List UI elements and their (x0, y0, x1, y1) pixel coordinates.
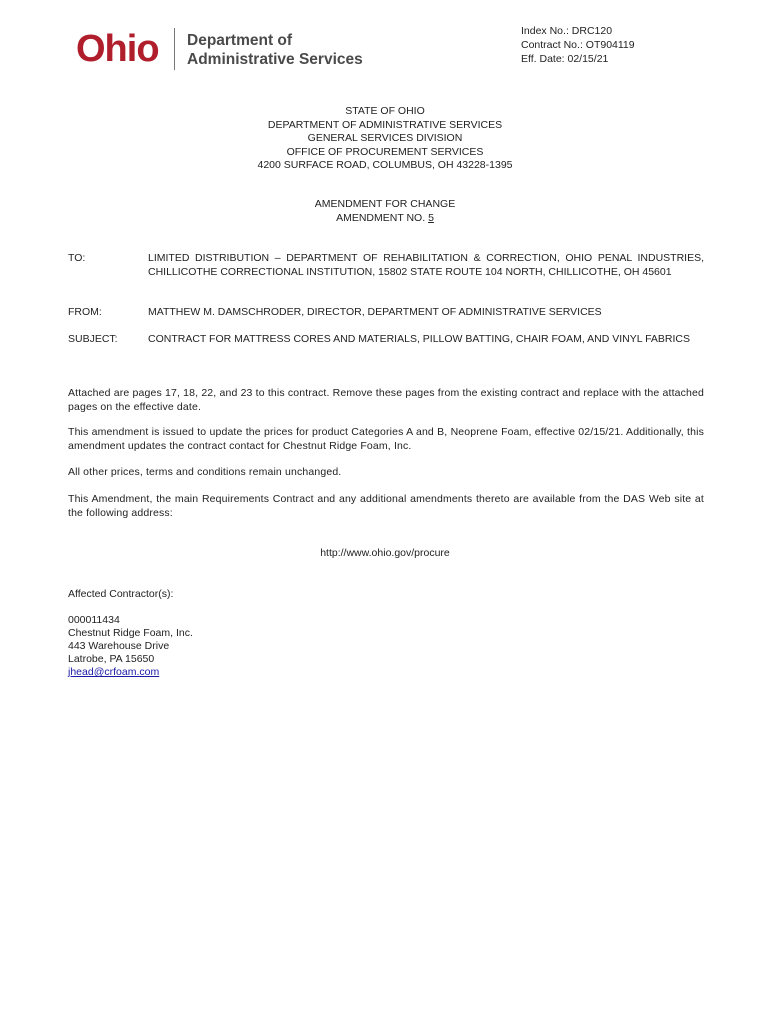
to-label: TO: (68, 252, 86, 264)
subject-label: SUBJECT: (68, 333, 118, 345)
contractor-info (68, 614, 193, 679)
logo-dept-line1: Department of (187, 32, 293, 49)
from-label: FROM: (68, 306, 102, 318)
from-value: MATTHEW M. DAMSCHRODER, DIRECTOR, DEPARTMENT OF ADMINISTRATIVE SERVICES (148, 306, 602, 318)
agency-header (0, 105, 770, 173)
logo-department-name (187, 31, 363, 69)
amendment-number: 5 (428, 211, 434, 224)
amendment-title-block (0, 198, 770, 225)
procurement-url[interactable]: http://www.ohio.gov/procure (320, 547, 450, 559)
ohio-das-logo (76, 26, 366, 72)
index-number: Index No.: DRC120 (521, 25, 613, 37)
logo-dept-line2: Administrative Services (187, 51, 363, 68)
header-line-1: STATE OF OHIO (345, 105, 425, 117)
header-line-2: DEPARTMENT OF ADMINISTRATIVE SERVICES (267, 118, 503, 131)
body-paragraph-1: Attached are pages 17, 18, 22, and 23 to this contract. Remove these pages from the existing contract and replace with the attached pages on the effective date. (68, 387, 704, 413)
body-paragraph-4: This Amendment, the main Requirements Contract and any additional amendments thereto are available from the DAS Web site at the following address: (68, 493, 704, 519)
header-line-4: OFFICE OF PROCUREMENT SERVICES (286, 145, 484, 158)
header-line-5: 4200 SURFACE ROAD, COLUMBUS, OH 43228-1395 (257, 159, 513, 171)
index-block (521, 24, 635, 66)
affected-contractors-label: Affected Contractor(s): (68, 588, 174, 600)
to-value: LIMITED DISTRIBUTION – DEPARTMENT OF REHABILITATION & CORRECTION, OHIO PENAL INDUSTRIES, CHILLICOTHE CORRECTIONAL INSTITUTION, 15802 STATE ROUTE 104 NORTH, CHILLICOTHE, OH 45601 (148, 252, 704, 278)
contractor-email-link[interactable]: jhead@crfoam.com (68, 666, 160, 678)
effective-date: Eff. Date: 02/15/21 (521, 53, 609, 65)
amendment-number-label: AMENDMENT NO. (336, 211, 426, 224)
subject-value: CONTRACT FOR MATTRESS CORES AND MATERIALS, PILLOW BATTING, CHAIR FOAM, AND VINYL FABRICS (148, 333, 690, 345)
logo-divider (174, 28, 175, 70)
amendment-number-line (0, 212, 770, 226)
ohio-wordmark: Ohio (76, 28, 159, 70)
body-paragraph-3: All other prices, terms and conditions remain unchanged. (68, 466, 342, 478)
amendment-title: AMENDMENT FOR CHANGE (314, 198, 456, 210)
header-line-3: GENERAL SERVICES DIVISION (307, 132, 463, 144)
contract-number: Contract No.: OT904119 (521, 39, 635, 51)
contractor-name: Chestnut Ridge Foam, Inc. (68, 627, 193, 639)
contractor-street: 443 Warehouse Drive (68, 640, 170, 652)
body-paragraph-2: This amendment is issued to update the prices for product Categories A and B, Neoprene Foam, effective 02/15/21. Additionally, this amendment updates the contract contact for Chestnut Ridge Foam, Inc. (68, 426, 704, 452)
contractor-city: Latrobe, PA 15650 (68, 653, 155, 665)
contractor-id: 000011434 (68, 614, 120, 626)
